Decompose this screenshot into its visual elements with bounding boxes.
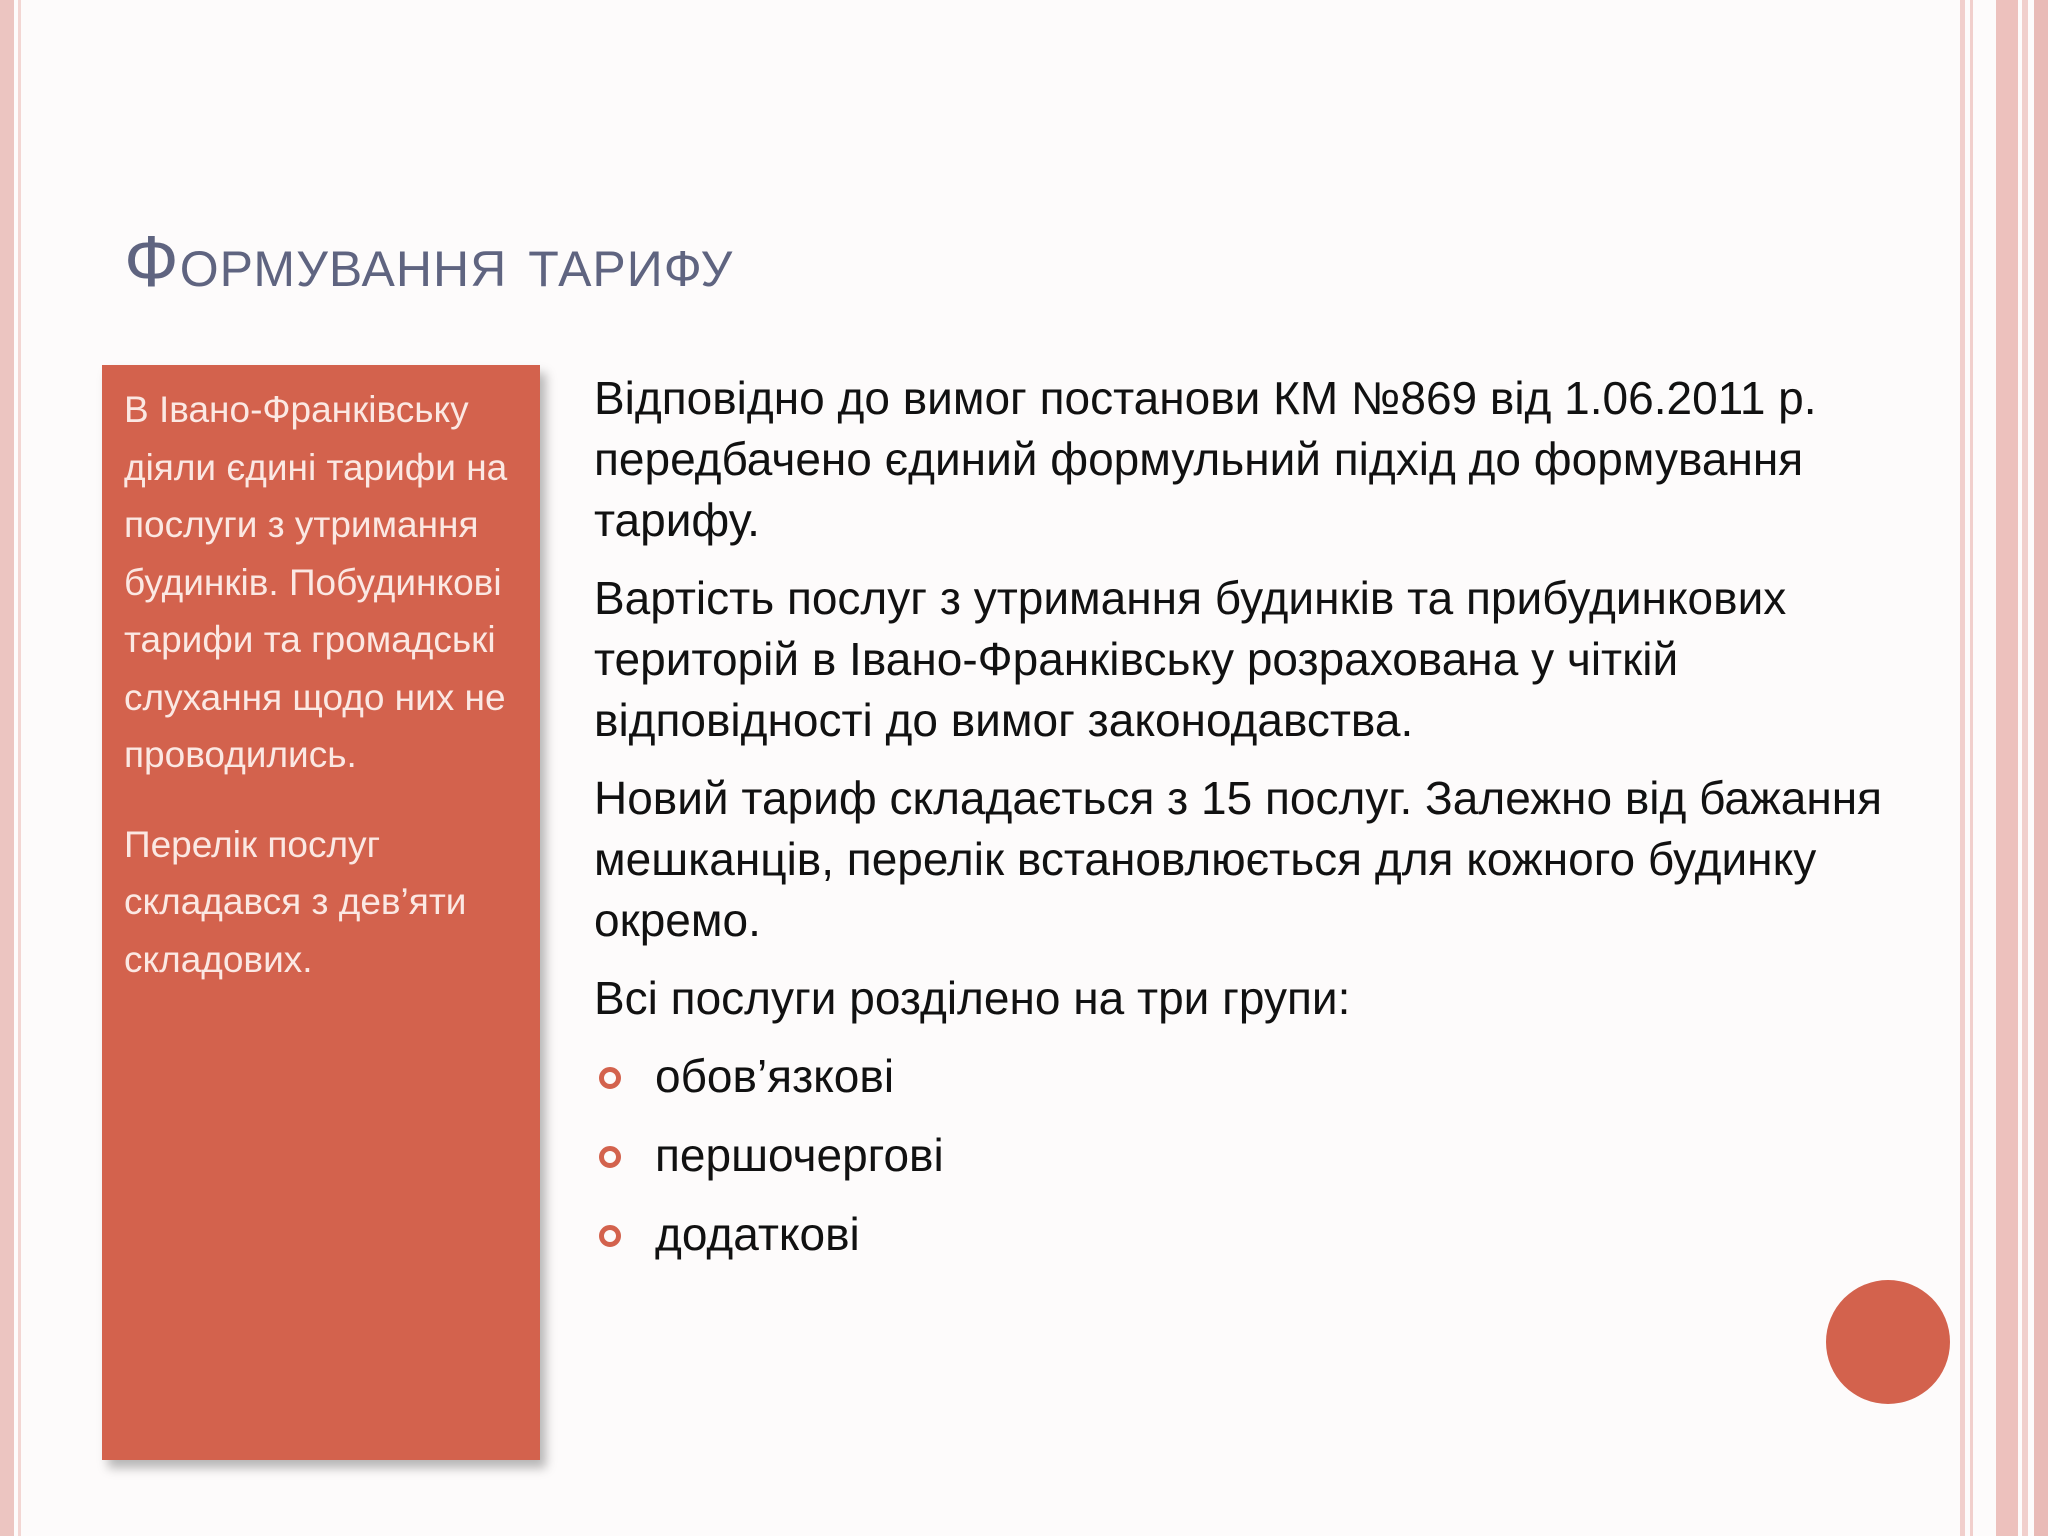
right-border-stripe-3 <box>1996 0 2018 1536</box>
body-paragraph-2: Вартість послуг з утримання будинків та прибудинкових територій в Івано-Франківську розрахована у чіткій відповідності до вимог законодавства. <box>594 572 1787 746</box>
circle-bullet-icon <box>599 1146 621 1168</box>
body-paragraph-1: Відповідно до вимог постанови КМ №869 від 1.06.2011 р. передбачено єдиний формульний підхід до формування тарифу. <box>594 372 1817 546</box>
circle-bullet-icon <box>599 1067 621 1089</box>
list-item-label: першочергові <box>655 1129 944 1181</box>
body-content <box>594 368 1954 1283</box>
list-item <box>594 1046 1954 1107</box>
slide-title: Формування тарифу <box>124 222 734 302</box>
list-item <box>594 1125 1954 1186</box>
list-item <box>594 1204 1954 1265</box>
list-item-label: додаткові <box>655 1208 860 1260</box>
body-paragraph-3: Новий тариф складається з 15 послуг. Залежно від бажання мешканців, перелік встановлюється для кожного будинку окремо. <box>594 772 1883 946</box>
right-border-stripe-4 <box>2022 0 2028 1536</box>
body-paragraph-4: Всі послуги розділено на три групи: <box>594 972 1351 1024</box>
left-border-thin-stripe <box>18 0 21 1536</box>
decorative-circle <box>1826 1280 1950 1404</box>
sidebar-paragraph-2: Перелік послуг складався з дев’яти складових. <box>124 823 467 980</box>
list-item-label: обов’язкові <box>655 1050 895 1102</box>
right-border-stripe-5 <box>2034 0 2048 1536</box>
right-border-stripe-1 <box>1960 0 1965 1536</box>
left-border-stripe <box>0 0 14 1536</box>
right-border-stripe-2 <box>1970 0 1973 1536</box>
sidebar-paragraph-1: В Івано-Франківську діяли єдині тарифи на послуги з утримання будинків. Побудинкові тарифи та громадські слухання щодо них не проводились. <box>124 389 508 775</box>
sidebar-box <box>102 365 540 1460</box>
circle-bullet-icon <box>599 1225 621 1247</box>
group-list <box>594 1046 1954 1265</box>
